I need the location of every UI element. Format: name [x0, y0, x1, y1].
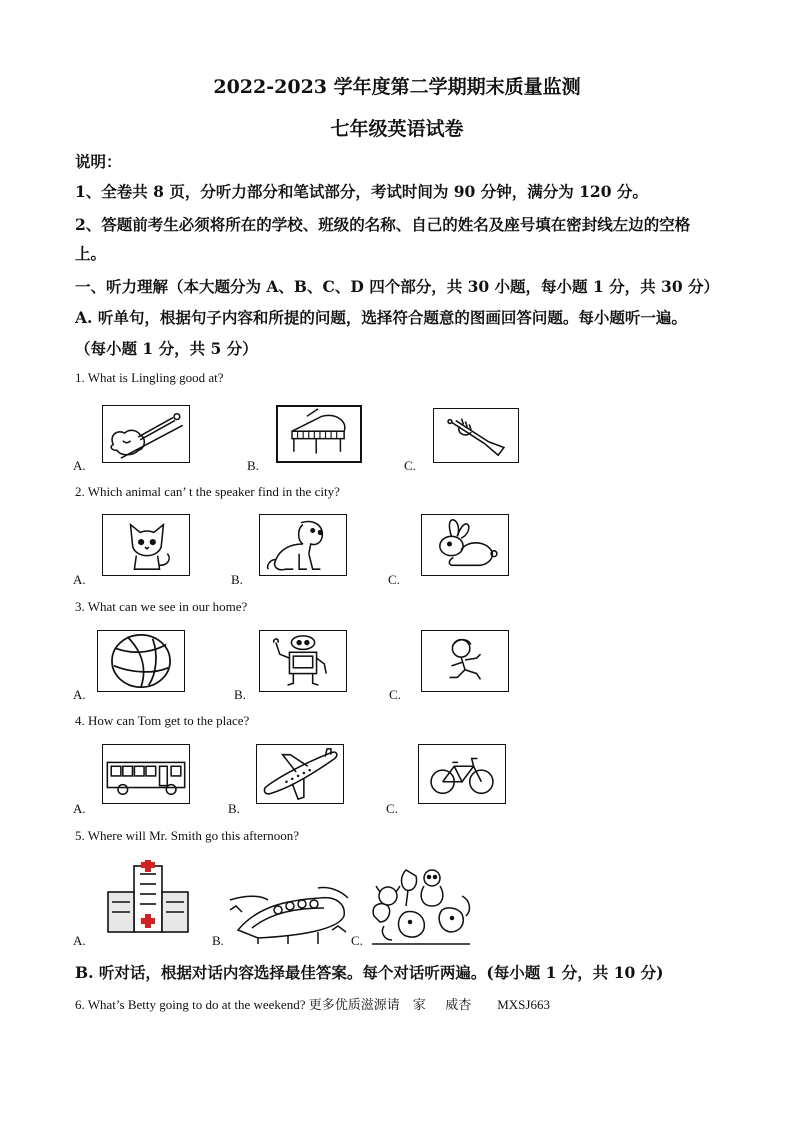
roller-coaster-icon[interactable] [228, 870, 350, 944]
instruction-item-2-cont: 上。 [75, 244, 107, 263]
watermark-text: 更多优质滋源请 家 威杏 MXSJ663 [308, 997, 550, 1012]
option-label: C. [386, 801, 398, 816]
plane-icon[interactable] [256, 744, 344, 804]
question-3: 3. What can we see in our home? [75, 599, 248, 614]
question-1: 1. What is Lingling good at? [75, 370, 224, 385]
option-label: A. [73, 458, 86, 473]
option-label: A. [73, 933, 86, 948]
zoo-animals-icon[interactable] [366, 866, 476, 946]
instruction-item-1: 1、全卷共 8 页，分听力部分和笔试部分，考试时间为 90 分钟，满分为 120 分。 [75, 182, 648, 201]
question-2: 2. Which animal can’ t the speaker find in the city? [75, 484, 340, 499]
option-label: A. [73, 687, 86, 702]
part-a-heading: A. 听单句，根据句子内容和所提的问题，选择符合题意的图画回答问题。每小题听一遍。 [75, 308, 687, 327]
option-label: B. [247, 458, 259, 473]
page-title: 2022-2023 学年度第二学期期末质量监测 [213, 76, 581, 98]
question-6 [75, 994, 550, 1013]
instructions-label: 说明： [75, 152, 122, 171]
question-5: 5. Where will Mr. Smith go this afternoon? [75, 828, 299, 843]
dog-icon[interactable] [259, 514, 347, 576]
option-label: A. [73, 801, 86, 816]
rabbit-icon[interactable] [421, 514, 509, 576]
option-label: B. [234, 687, 246, 702]
option-label: A. [73, 572, 86, 587]
option-label: B. [212, 933, 224, 948]
page-subtitle: 七年级英语试卷 [330, 118, 464, 140]
bus-icon[interactable] [102, 744, 190, 804]
part-b-heading: B. 听对话，根据对话内容选择最佳答案。每个对话听两遍。(每小题 1 分，共 10 分) [75, 963, 664, 982]
part-a-points: （每小题 1 分，共 5 分） [75, 339, 258, 358]
trumpet-icon[interactable] [433, 408, 519, 463]
piano-icon[interactable] [276, 405, 362, 463]
option-label: B. [228, 801, 240, 816]
section-heading: 一、听力理解（本大题分为 A、B、C、D 四个部分，共 30 小题，每小题 1 分，共 30 分） [75, 277, 720, 296]
question-4: 4. How can Tom get to the place? [75, 713, 250, 728]
option-label: C. [389, 687, 401, 702]
instruction-item-2: 2、答题前考生必须将所在的学校、班级的名称、自己的姓名及座号填在密封线左边的空格 [75, 215, 691, 234]
violin-icon[interactable] [102, 405, 190, 463]
robot-icon[interactable] [259, 630, 347, 692]
option-label: C. [404, 458, 416, 473]
running-boy-icon[interactable] [421, 630, 509, 692]
bicycle-icon[interactable] [418, 744, 506, 804]
option-label: C. [388, 572, 400, 587]
cat-icon[interactable] [102, 514, 190, 576]
option-label: C. [351, 933, 363, 948]
hospital-icon[interactable] [104, 860, 192, 934]
option-label: B. [231, 572, 243, 587]
question-6-text: 6. What’s Betty going to do at the weekend? [75, 997, 306, 1012]
basketball-icon[interactable] [97, 630, 185, 692]
